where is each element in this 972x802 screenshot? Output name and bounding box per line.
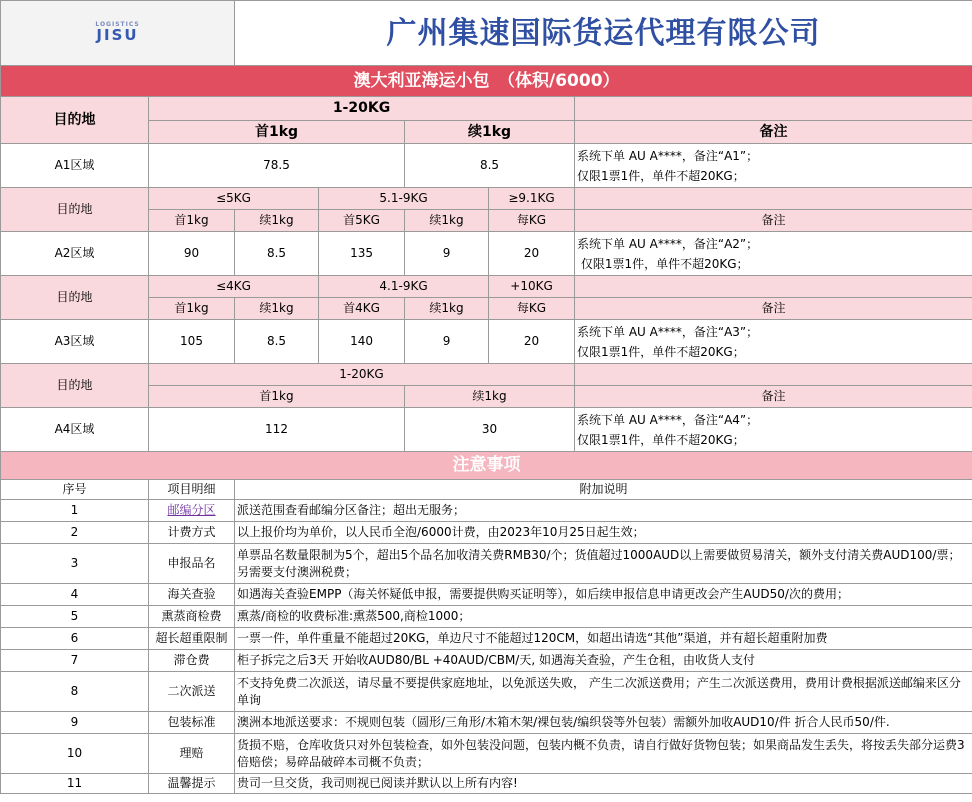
note-no: 5 <box>1 606 149 628</box>
a2-h5: 每KG <box>489 210 575 232</box>
note-desc: 如遇海关查验EMPP（海关怀疑低申报，需要提供购买证明等），如后续申报信息申请更改会产生AUD50/次的费用； <box>235 584 972 606</box>
a3-v5: 20 <box>489 320 575 364</box>
a3-remark-line2: 仅限1票1件，单件不超20KG； <box>577 344 745 359</box>
note-desc: 以上报价均为单价，以人民币全泡/6000计费，由2023年10月25日起生效； <box>235 522 972 544</box>
a3-v1: 105 <box>149 320 235 364</box>
a3-h1: 首1kg <box>149 298 235 320</box>
sheet-title: 澳大利亚海运小包 （体积/6000） <box>1 66 972 97</box>
a1-remark-line2: 仅限1票1件，单件不超20KG； <box>577 168 745 183</box>
postcode-zone-link-text[interactable]: 邮编分区 <box>167 503 216 517</box>
header-row <box>1 1 972 66</box>
a4-dest-label: 目的地 <box>1 364 149 408</box>
a3-dest-label: 目的地 <box>1 276 149 320</box>
notes-col-no: 序号 <box>1 480 149 500</box>
a4-first-header: 首1kg <box>149 386 405 408</box>
a4-remark <box>575 408 972 452</box>
note-item: 熏蒸商检费 <box>149 606 235 628</box>
note-desc: 单票品名数量限制为5个，超出5个品名加收清关费RMB30/个；货值超过1000AUD以上需要做贸易清关，额外支付清关费AUD100/票；另需要支付澳洲税费； <box>235 544 972 584</box>
a1-remark-header: 备注 <box>575 121 972 144</box>
note-item: 计费方式 <box>149 522 235 544</box>
a1-first-header: 首1kg <box>149 121 405 144</box>
note-desc: 不支持免费二次派送，请尽量不要提供家庭地址，以免派送失败， 产生二次派送费用；产生二次派送费用，费用计费根据派送邮编来区分单询 <box>235 672 972 712</box>
note-item: 申报品名 <box>149 544 235 584</box>
note-row <box>1 522 972 544</box>
a3-h2: 续1kg <box>235 298 319 320</box>
a2-h4: 续1kg <box>405 210 489 232</box>
a3-zone: A3区域 <box>1 320 149 364</box>
a1-dest-label: 目的地 <box>1 97 149 144</box>
postcode-zone-link[interactable] <box>149 500 235 522</box>
a2-v5: 20 <box>489 232 575 276</box>
a2-h2: 续1kg <box>235 210 319 232</box>
note-no: 9 <box>1 712 149 734</box>
note-row <box>1 500 972 522</box>
a2-v4: 9 <box>405 232 489 276</box>
a2-v3: 135 <box>319 232 405 276</box>
a3-h4: 续1kg <box>405 298 489 320</box>
note-no: 3 <box>1 544 149 584</box>
a3-h5: 每KG <box>489 298 575 320</box>
a3-remark-header: 备注 <box>575 298 972 320</box>
a1-blank <box>575 97 972 121</box>
a4-remark-line1: 系统下单 AU A****，备注“A4”； <box>577 412 759 427</box>
a3-blank <box>575 276 972 298</box>
note-desc: 熏蒸/商检的收费标准:熏蒸500,商检1000； <box>235 606 972 628</box>
company-name: 广州集速国际货运代理有限公司 <box>235 1 972 66</box>
a1-remark-line1: 系统下单 AU A****，备注“A1”； <box>577 148 759 163</box>
note-no: 6 <box>1 628 149 650</box>
note-no: 4 <box>1 584 149 606</box>
note-row <box>1 544 972 584</box>
note-row <box>1 584 972 606</box>
note-item: 二次派送 <box>149 672 235 712</box>
note-desc: 一票一件，单件重量不能超过20KG，单边尺寸不能超过120CM，如超出请选“其他”渠道，并有超长超重附加费 <box>235 628 972 650</box>
note-row <box>1 650 972 672</box>
note-desc: 柜子拆完之后3天 开始收AUD80/BL +40AUD/CBM/天, 如遇海关查验，产生仓租，由收货人支付 <box>235 650 972 672</box>
a2-h3: 首5KG <box>319 210 405 232</box>
a3-range-1: ≤4KG <box>149 276 319 298</box>
note-no: 10 <box>1 734 149 774</box>
note-row <box>1 712 972 734</box>
note-item: 滞仓费 <box>149 650 235 672</box>
a1-cont-price: 8.5 <box>405 144 575 188</box>
a1-weight-range: 1-20KG <box>149 97 575 121</box>
a1-zone: A1区域 <box>1 144 149 188</box>
a1-first-price: 78.5 <box>149 144 405 188</box>
note-desc: 澳洲本地派送要求：不规则包装（圆形/三角形/木箱木架/裸包装/编织袋等外包装）需额外加收AUD10/件 折合人民币50/件. <box>235 712 972 734</box>
a2-remark-header: 备注 <box>575 210 972 232</box>
note-no: 7 <box>1 650 149 672</box>
logo-text: JISU <box>96 26 139 44</box>
note-desc: 货损不赔，仓库收货只对外包装检查，如外包装没问题，包装内概不负责，请自行做好货物包装；如果商品发生丢失，将按丢失部分运费3倍赔偿；易碎品破碎本司概不负责； <box>235 734 972 774</box>
a4-cont-price: 30 <box>405 408 575 452</box>
note-no: 11 <box>1 774 149 794</box>
a3-range-2: 4.1-9KG <box>319 276 489 298</box>
note-row <box>1 628 972 650</box>
a1-remark <box>575 144 972 188</box>
note-desc: 贵司一旦交货，我司则视已阅读并默认以上所有内容! <box>235 774 972 794</box>
note-no: 1 <box>1 500 149 522</box>
a4-first-price: 112 <box>149 408 405 452</box>
a3-h3: 首4KG <box>319 298 405 320</box>
a3-range-3: +10KG <box>489 276 575 298</box>
a4-blank <box>575 364 972 386</box>
a2-dest-label: 目的地 <box>1 188 149 232</box>
note-row <box>1 774 972 794</box>
notes-title: 注意事项 <box>1 452 972 480</box>
company-logo <box>1 1 235 66</box>
a2-remark-line2: 仅限1票1件，单件不超20KG； <box>577 256 749 271</box>
a2-v1: 90 <box>149 232 235 276</box>
a4-zone: A4区域 <box>1 408 149 452</box>
a2-blank <box>575 188 972 210</box>
a2-remark <box>575 232 972 276</box>
a4-cont-header: 续1kg <box>405 386 575 408</box>
a1-cont-header: 续1kg <box>405 121 575 144</box>
notes-col-desc: 附加说明 <box>235 480 972 500</box>
a2-h1: 首1kg <box>149 210 235 232</box>
a4-weight-range: 1-20KG <box>149 364 575 386</box>
a4-remark-header: 备注 <box>575 386 972 408</box>
a2-v2: 8.5 <box>235 232 319 276</box>
a2-range-3: ≥9.1KG <box>489 188 575 210</box>
note-item: 超长超重限制 <box>149 628 235 650</box>
note-row <box>1 606 972 628</box>
notes-col-item: 项目明细 <box>149 480 235 500</box>
note-item: 理赔 <box>149 734 235 774</box>
note-item: 温馨提示 <box>149 774 235 794</box>
a3-remark-line1: 系统下单 AU A****，备注“A3”； <box>577 324 759 339</box>
a2-range-2: 5.1-9KG <box>319 188 489 210</box>
a3-v3: 140 <box>319 320 405 364</box>
a3-v4: 9 <box>405 320 489 364</box>
logo-mark <box>95 21 139 43</box>
note-row <box>1 672 972 712</box>
logo-small-text: LOGISTICS <box>95 21 140 28</box>
note-no: 8 <box>1 672 149 712</box>
note-desc: 派送范围查看邮编分区备注；超出无服务； <box>235 500 972 522</box>
note-item: 海关查验 <box>149 584 235 606</box>
note-row <box>1 734 972 774</box>
a2-zone: A2区域 <box>1 232 149 276</box>
a3-remark <box>575 320 972 364</box>
note-no: 2 <box>1 522 149 544</box>
a2-remark-line1: 系统下单 AU A****，备注“A2”； <box>577 236 759 251</box>
note-item: 包装标准 <box>149 712 235 734</box>
a4-remark-line2: 仅限1票1件，单件不超20KG； <box>577 432 745 447</box>
a2-range-1: ≤5KG <box>149 188 319 210</box>
a3-v2: 8.5 <box>235 320 319 364</box>
